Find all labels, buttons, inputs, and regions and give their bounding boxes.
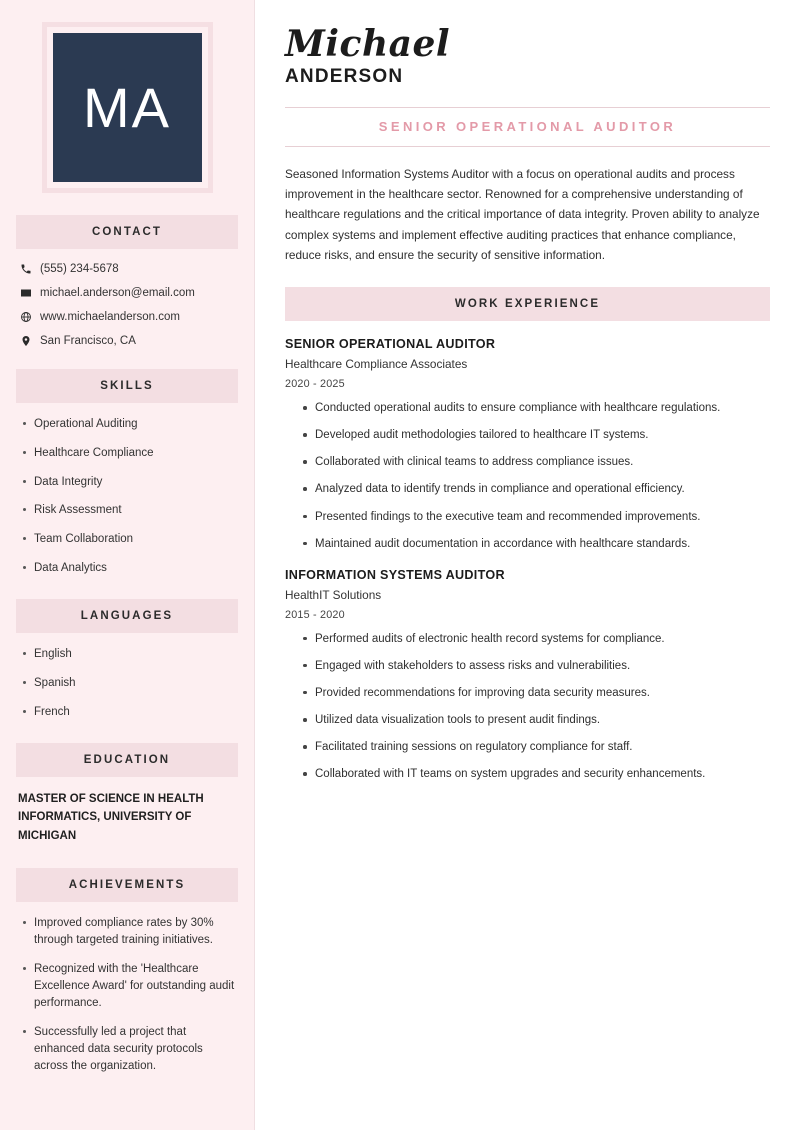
skills-list <box>16 416 238 577</box>
job-responsibilities <box>285 400 770 552</box>
contact-text-email: michael.anderson@email.com <box>40 287 195 299</box>
list-item: Team Collaboration <box>34 531 238 548</box>
work-experience-heading: WORK EXPERIENCE <box>285 287 770 321</box>
globe-icon <box>20 311 40 323</box>
page-title: SENIOR OPERATIONAL AUDITOR <box>285 107 770 147</box>
list-item: Presented findings to the executive team and recommended improvements. <box>315 509 770 525</box>
list-item: Improved compliance rates by 30% through targeted training initiatives. <box>34 915 238 950</box>
experience-entry-2 <box>285 568 770 783</box>
location-pin-icon <box>20 335 40 347</box>
job-role: INFORMATION SYSTEMS AUDITOR <box>285 567 505 582</box>
job-company: HealthIT Solutions <box>285 587 382 602</box>
languages-section-heading: LANGUAGES <box>16 599 238 633</box>
job-dates: 2015 - 2020 <box>285 608 345 621</box>
skills-section-heading: SKILLS <box>16 369 238 403</box>
last-name: ANDERSON <box>285 65 404 87</box>
list-item: Risk Assessment <box>34 502 238 519</box>
list-item: English <box>34 646 238 663</box>
main-content <box>255 0 800 1130</box>
list-item: Data Integrity <box>34 474 238 491</box>
list-item: Developed audit methodologies tailored to healthcare IT systems. <box>315 427 770 443</box>
list-item: Provided recommendations for improving data security measures. <box>315 685 770 701</box>
contact-item-location <box>20 335 238 347</box>
list-item: Recognized with the 'Healthcare Excellence Award' for outstanding audit performance. <box>34 961 238 1013</box>
avatar <box>53 33 202 182</box>
contact-section-heading: CONTACT <box>16 215 238 249</box>
list-item: Engaged with stakeholders to assess risks and vulnerabilities. <box>315 658 770 674</box>
contact-text-website: www.michaelanderson.com <box>40 311 180 323</box>
sidebar <box>0 0 255 1130</box>
list-item: Spanish <box>34 675 238 692</box>
languages-list <box>16 646 238 721</box>
job-company: Healthcare Compliance Associates <box>285 357 468 372</box>
list-item: Analyzed data to identify trends in compliance and operational efficiency. <box>315 481 770 497</box>
list-item: Collaborated with IT teams on system upgrades and security enhancements. <box>315 766 770 782</box>
achievements-list <box>16 915 238 1076</box>
education-section-heading: EDUCATION <box>16 743 238 777</box>
professional-summary: Seasoned Information Systems Auditor with a focus on operational audits and process improvement in the healthcare sector. Renowned for a comprehensive understanding of healthcare regulations and the critical importance of data integrity. Proven ability to analyze complex systems and implement effective auditing practices that enhance compliance, reduce risks, and ensure the security of sensitive information. <box>285 166 760 262</box>
list-item: Conducted operational audits to ensure compliance with healthcare regulations. <box>315 400 770 416</box>
list-item: Operational Auditing <box>34 416 238 433</box>
list-item: French <box>34 704 238 721</box>
contact-item-email <box>20 287 238 299</box>
phone-icon <box>20 263 40 275</box>
contact-text-phone: (555) 234-5678 <box>40 263 119 275</box>
list-item: Healthcare Compliance <box>34 445 238 462</box>
list-item: Maintained audit documentation in accordance with healthcare standards. <box>315 536 770 552</box>
first-name: Michael <box>285 23 451 65</box>
job-dates: 2020 - 2025 <box>285 378 345 391</box>
avatar-initials: MA <box>83 76 171 139</box>
contact-list <box>16 263 238 347</box>
job-role: SENIOR OPERATIONAL AUDITOR <box>285 337 496 352</box>
avatar-frame <box>42 22 213 193</box>
list-item: Performed audits of electronic health record systems for compliance. <box>315 631 770 647</box>
list-item: Collaborated with clinical teams to address compliance issues. <box>315 454 770 470</box>
experience-entry-1 <box>285 337 770 552</box>
list-item: Utilized data visualization tools to present audit findings. <box>315 712 770 728</box>
list-item: Facilitated training sessions on regulatory compliance for staff. <box>315 739 770 755</box>
contact-text-location: San Francisco, CA <box>40 335 136 347</box>
list-item: Data Analytics <box>34 560 238 577</box>
contact-item-website <box>20 311 238 323</box>
contact-item-phone <box>20 263 238 275</box>
envelope-icon <box>20 287 40 299</box>
achievements-section-heading: ACHIEVEMENTS <box>16 868 238 902</box>
education-entry: MASTER OF SCIENCE IN HEALTH INFORMATICS, UNIVERSITY OF MICHIGAN <box>18 792 204 842</box>
list-item: Successfully led a project that enhanced data security protocols across the organization. <box>34 1024 238 1076</box>
job-responsibilities <box>285 631 770 783</box>
